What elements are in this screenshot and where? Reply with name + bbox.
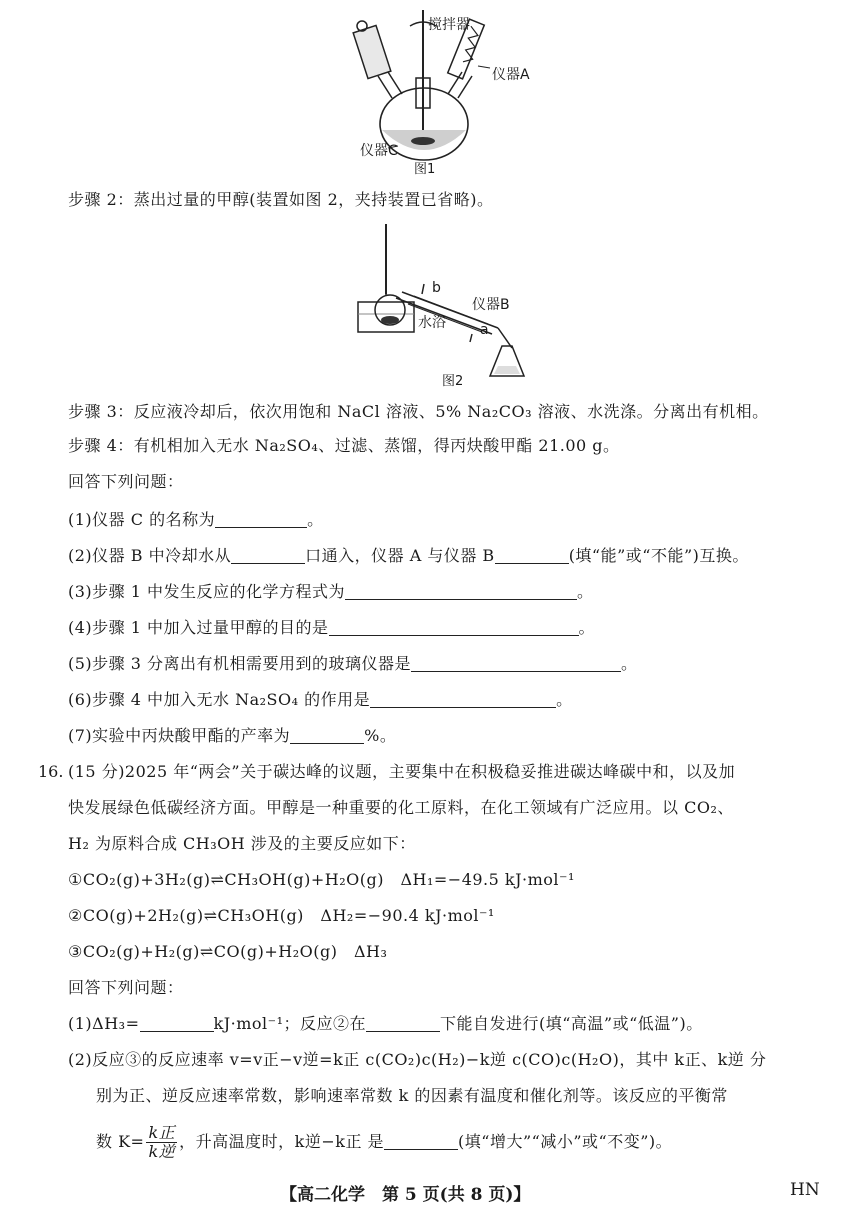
footer-region-code: HN [790, 1180, 820, 1200]
instrument-b-label: 仪器B [472, 297, 510, 313]
instrument-a-label: 仪器A [492, 67, 530, 83]
q16-item-2-text-mid: ，升高温度时，k逆−k正 是 [179, 1132, 385, 1151]
q16-item-2-text-post: (填“增大”“减小”或“不变”)。 [458, 1132, 673, 1151]
q16-intro-line-1: (15 分)2025 年“两会”关于碳达峰的议题，主要集中在积极稳妥推进碳达峰碳中和，以及加 [68, 762, 736, 781]
q15-item-3-text: (3)步骤 1 中发生反应的化学方程式为 [68, 582, 346, 601]
q15-item-7 [68, 724, 396, 748]
q15-item-2-text-b: 口通入，仪器 A 与仪器 B [305, 546, 495, 565]
page-footer: 【高二化学 第 5 页(共 8 页)】 [280, 1185, 531, 1205]
q15-item-2-blank-swap[interactable] [495, 545, 569, 564]
q16-intro-line-3: H₂ 为原料合成 CH₃OH 涉及的主要反应如下： [68, 834, 416, 853]
q16-reaction-3: ③CO₂(g)+H₂(g)⇌CO(g)+H₂O(g) ΔH₃ [68, 942, 388, 961]
q15-item-7-unit: %。 [364, 726, 397, 745]
q16-item-2-text-pre: 数 K= [96, 1132, 145, 1151]
q16-number: 16. [38, 762, 64, 781]
outlet-a-label: a [480, 322, 489, 338]
figure-2-caption: 图2 [442, 374, 464, 389]
step-4-text: 步骤 4：有机相加入无水 Na₂SO₄、过滤、蒸馏，得丙炔酸甲酯 21.00 g。 [68, 436, 620, 455]
q16-item-1-blank-temp[interactable] [366, 1013, 440, 1032]
q16-item-2-line-3 [96, 1124, 672, 1161]
q15-item-3-blank[interactable] [345, 581, 577, 600]
q16-item-1-text-a: (1)ΔH₃= [68, 1014, 140, 1033]
stirrer-label: 搅拌器 [428, 17, 470, 33]
answer-prompt-15: 回答下列问题： [68, 472, 184, 491]
q15-item-1 [68, 508, 324, 532]
period: 。 [307, 510, 324, 529]
q16-item-1 [68, 1012, 703, 1036]
q16-answer-prompt: 回答下列问题： [68, 978, 184, 997]
q16-item-2-line-2: 别为正、逆反应速率常数，影响速率常数 k 的因素有温度和催化剂等。该反应的平衡常 [96, 1086, 728, 1105]
outlet-b-label: b [432, 280, 441, 296]
q15-item-4 [68, 616, 595, 640]
q15-item-5 [68, 652, 638, 676]
q16-item-2-line-1: (2)反应③的反应速率 v=v正−v逆=k正 c(CO₂)c(H₂)−k逆 c(CO)c(H₂O)，其中 k正、k逆 分 [68, 1050, 767, 1069]
step-3-text: 步骤 3：反应液冷却后，依次用饱和 NaCl 溶液、5% Na₂CO₃ 溶液、水洗涤。分离出有机相。 [68, 402, 769, 421]
fraction-denominator: k逆 [148, 1142, 176, 1161]
period: 。 [621, 654, 638, 673]
figure-2-apparatus [352, 222, 542, 384]
q16-item-1-blank-dh3[interactable] [140, 1013, 214, 1032]
equilibrium-constant-fraction [146, 1124, 177, 1161]
q15-item-6-text: (6)步骤 4 中加入无水 Na₂SO₄ 的作用是 [68, 690, 371, 709]
q16-item-1-text-b: kJ·mol⁻¹；反应②在 [213, 1014, 366, 1033]
q15-item-2-text-a: (2)仪器 B 中冷却水从 [68, 546, 232, 565]
q15-item-6-blank[interactable] [370, 689, 556, 708]
q15-item-5-text: (5)步骤 3 分离出有机相需要用到的玻璃仪器是 [68, 654, 412, 673]
q15-item-2-text-c: (填“能”或“不能”)互换。 [568, 546, 749, 565]
q15-item-6 [68, 688, 573, 712]
water-bath-label: 水浴 [418, 315, 446, 331]
step-2-text: 步骤 2：蒸出过量的甲醇(装置如图 2，夹持装置已省略)。 [68, 190, 494, 209]
q16-reaction-1: ①CO₂(g)+3H₂(g)⇌CH₃OH(g)+H₂O(g) ΔH₁=−49.5 kJ·mol⁻¹ [68, 870, 575, 889]
q15-item-7-text: (7)实验中丙炔酸甲酯的产率为 [68, 726, 291, 745]
figure-2 [352, 222, 542, 384]
q15-item-3 [68, 580, 594, 604]
q15-item-5-blank[interactable] [411, 653, 621, 672]
q16-reaction-2: ②CO(g)+2H₂(g)⇌CH₃OH(g) ΔH₂=−90.4 kJ·mol⁻¹ [68, 906, 495, 925]
fraction-numerator: k正 [148, 1123, 176, 1142]
period: 。 [578, 618, 596, 637]
q15-item-1-blank[interactable] [215, 509, 307, 528]
q15-item-1-text: (1)仪器 C 的名称为 [68, 510, 216, 529]
q16-item-2-blank[interactable] [384, 1131, 458, 1150]
q16-item-1-text-c: 下能自发进行(填“高温”或“低温”)。 [439, 1014, 703, 1033]
q15-item-4-text: (4)步骤 1 中加入过量甲醇的目的是 [68, 618, 329, 637]
q15-item-2 [68, 544, 749, 568]
period: 。 [556, 690, 573, 709]
q15-item-7-blank[interactable] [290, 725, 364, 744]
period: 。 [577, 582, 594, 601]
q15-item-2-blank-inlet[interactable] [231, 545, 305, 564]
figure-1-caption: 图1 [414, 162, 436, 177]
q15-item-4-blank[interactable] [329, 617, 579, 636]
q16-intro-line-2: 快发展绿色低碳经济方面。甲醇是一种重要的化工原料，在化工领域有广泛应用。以 CO₂、 [68, 798, 734, 817]
instrument-c-label: 仪器C [360, 143, 398, 159]
